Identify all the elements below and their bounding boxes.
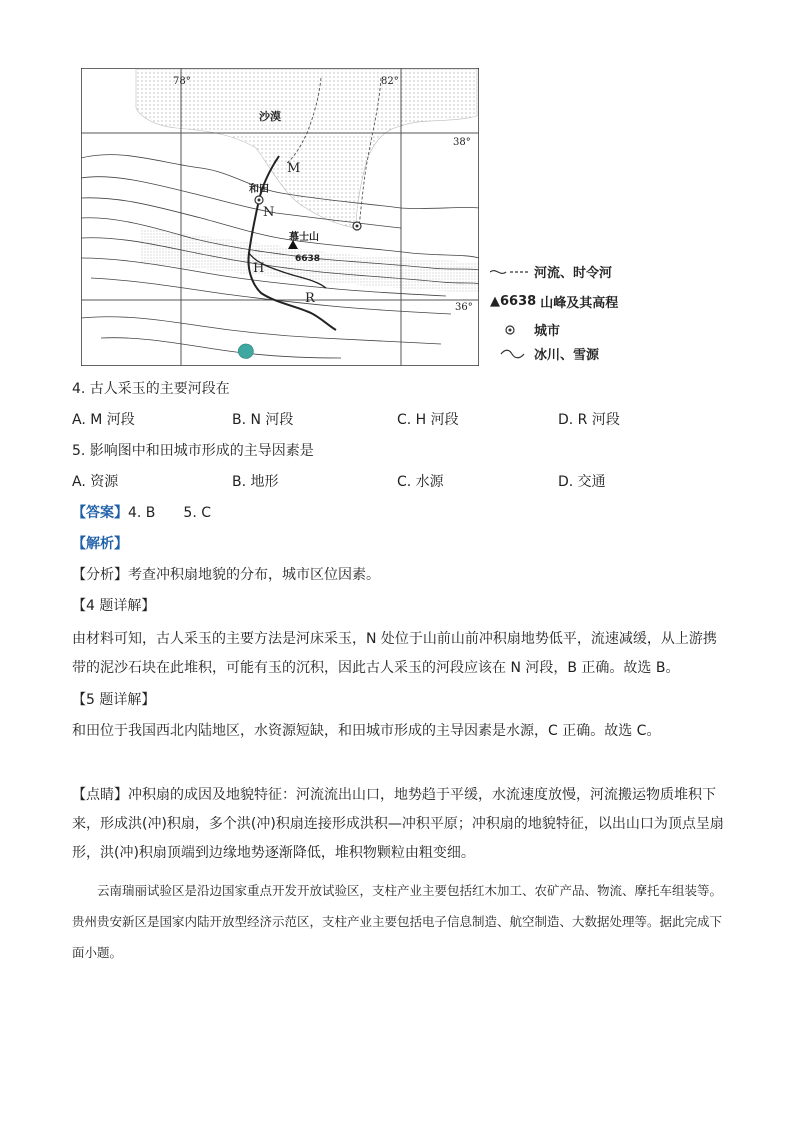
desert-label: 沙漠 bbox=[259, 110, 281, 123]
q4-option-d[interactable]: D. R 河段 bbox=[558, 412, 620, 428]
map-legend bbox=[490, 258, 650, 368]
lat-label-36: 36° bbox=[455, 302, 473, 313]
river-symbol-icon bbox=[490, 267, 534, 277]
legend-city: 城市 bbox=[490, 320, 560, 339]
q4-option-c[interactable]: C. H 河段 bbox=[397, 412, 459, 428]
lake-shape bbox=[238, 344, 253, 358]
lon-label-82: 82° bbox=[381, 76, 399, 87]
material-paragraph: 云南瑞丽试验区是沿边国家重点开发开放试验区，支柱产业主要包括红木加工、农矿产品、物流、摩托车组装等。贵州贵安新区是国家内陆开放型经济示范区，支柱产业主要包括电子信息制造、航空制造、大数据处理等。据此完成下面小题。 bbox=[72, 883, 723, 960]
regional-map bbox=[81, 68, 479, 366]
question-4-stem: 4. 古人采玉的主要河段在 bbox=[72, 381, 230, 397]
q5-option-d[interactable]: D. 交通 bbox=[558, 474, 606, 490]
city-label-hotan: 和田 bbox=[249, 184, 269, 195]
glacier-symbol-icon bbox=[490, 348, 534, 360]
peak-name: 慕士山 bbox=[289, 232, 319, 243]
detail-5-heading: 【5 题详解】 bbox=[72, 692, 156, 708]
q5-option-a[interactable]: A. 资源 bbox=[72, 474, 119, 490]
city-marker-hotan bbox=[255, 196, 263, 204]
detail-4-text: 由材料可知，古人采玉的主要方法是河床采玉，N 处位于山前山前冲积扇地势低平，流速减缓，从上游携带的泥沙石块在此堆积，可能有玉的沉积，因此古人采玉的河段应该在 N 河段，B 正确。故选 B。 bbox=[72, 631, 717, 676]
fenxi-text: 考查冲积扇地貌的分布，城市区位因素。 bbox=[128, 567, 380, 583]
fenxi-tag: 【分析】 bbox=[72, 567, 128, 583]
answer-line bbox=[72, 503, 211, 523]
lat-label-38: 38° bbox=[453, 137, 471, 148]
dianjing-tag: 【点睛】 bbox=[72, 787, 128, 803]
q4-option-a[interactable]: A. M 河段 bbox=[72, 412, 135, 428]
city-symbol-icon bbox=[490, 324, 534, 336]
q4-option-b[interactable]: B. N 河段 bbox=[232, 412, 294, 428]
question-4-options bbox=[72, 410, 752, 430]
question-5-options bbox=[72, 472, 752, 492]
q5-option-b[interactable]: B. 地形 bbox=[232, 474, 279, 490]
legend-glacier: 冰川、雪源 bbox=[490, 344, 599, 363]
q5-option-c[interactable]: C. 水源 bbox=[397, 474, 444, 490]
city-marker-east bbox=[353, 222, 361, 230]
segment-label-h: H bbox=[253, 261, 265, 276]
answer-text: 4. B 5. C bbox=[128, 505, 211, 521]
legend-river: 河流、时令河 bbox=[490, 262, 612, 281]
peak-symbol: ▲6638 bbox=[490, 294, 537, 309]
segment-label-n: N bbox=[263, 205, 275, 220]
lon-label-78: 78° bbox=[173, 76, 191, 87]
question-5-stem: 5. 影响图中和田城市形成的主导因素是 bbox=[72, 443, 314, 459]
detail-5-text: 和田位于我国西北内陆地区，水资源短缺，和田城市形成的主导因素是水源，C 正确。故选 C。 bbox=[72, 723, 661, 739]
dianjing-text: 冲积扇的成因及地貌特征：河流流出山口，地势趋于平缓，水流速度放慢，河流搬运物质堆积下来，形成洪(冲)积扇，多个洪(冲)积扇连接形成洪积—冲积平原；冲积扇的地貌特征，以出山口为顶点呈扇形，洪(冲)积扇顶端到边缘地势逐渐降低，堆积物颗粒由粗变细。 bbox=[72, 787, 724, 861]
dianjing-paragraph bbox=[72, 781, 728, 868]
segment-label-r: R bbox=[305, 291, 315, 306]
fenxi-line bbox=[72, 565, 380, 585]
peak-elevation: 6638 bbox=[295, 254, 321, 264]
analysis-tag: 【解析】 bbox=[72, 536, 128, 552]
answer-tag: 【答案】 bbox=[72, 505, 128, 521]
detail-4-heading: 【4 题详解】 bbox=[72, 598, 156, 614]
analysis-heading bbox=[72, 534, 128, 554]
segment-label-m: M bbox=[287, 161, 301, 176]
legend-peak: ▲6638 山峰及其高程 bbox=[490, 294, 619, 311]
